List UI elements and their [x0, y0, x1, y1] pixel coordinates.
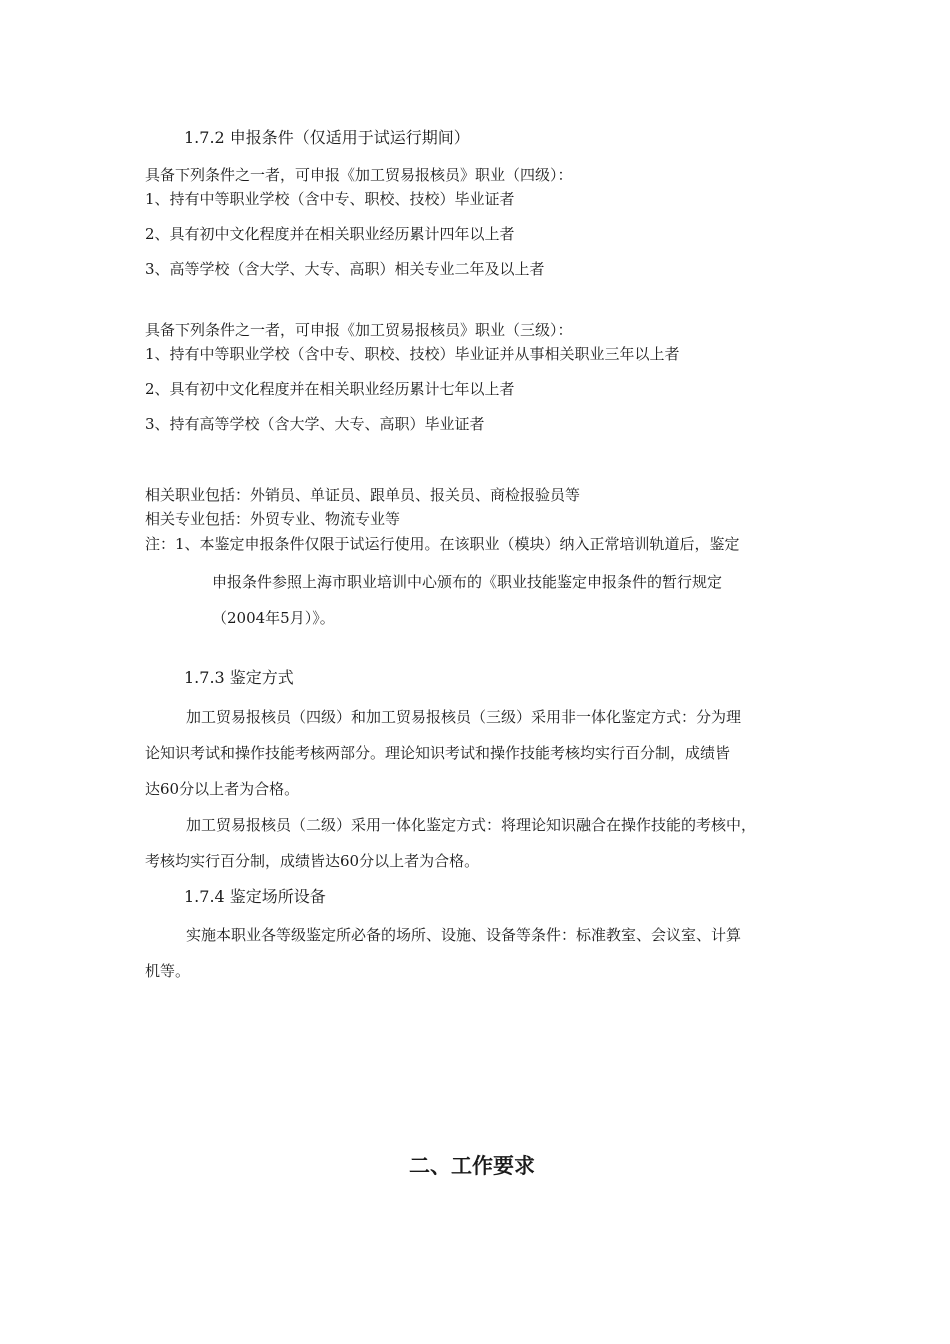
method-para1-line-1: 加工贸易报核员（四级）和加工贸易报核员（三级）采用非一体化鉴定方式：分为理 [186, 708, 742, 726]
level3-intro: 具备下列条件之一者，可申报《加工贸易报核员》职业（三级）： [145, 321, 573, 339]
method-para1-line-2: 论知识考试和操作技能考核两部分。理论知识考试和操作技能考核均实行百分制，成绩皆 [145, 744, 731, 762]
note-line-3: （2004年5月）》。 [212, 609, 335, 627]
section-heading-1-7-2: 1.7.2 申报条件（仅适用于试运行期间） [184, 128, 470, 147]
method-para2-line-1: 加工贸易报核员（二级）采用一体化鉴定方式：将理论知识融合在操作技能的考核中， [186, 816, 757, 834]
level4-item-3: 3、高等学校（含大学、大专、高职）相关专业二年及以上者 [145, 260, 545, 278]
level4-intro: 具备下列条件之一者，可申报《加工贸易报核员》职业（四级）： [145, 166, 573, 184]
related-majors: 相关专业包括：外贸专业、物流专业等 [145, 510, 401, 528]
level4-item-2: 2、具有初中文化程度并在相关职业经历累计四年以上者 [145, 225, 515, 243]
section-heading-1-7-3: 1.7.3 鉴定方式 [184, 668, 294, 687]
venue-para-line-1: 实施本职业各等级鉴定所必备的场所、设施、设备等条件：标准教室、会议室、计算 [186, 926, 742, 944]
note-line-1: 注：1、本鉴定申报条件仅限于试运行使用。在该职业（模块）纳入正常培训轨道后，鉴定 [145, 535, 740, 553]
note-line-2: 申报条件参照上海市职业培训中心颁布的《职业技能鉴定申报条件的暂行规定 [212, 573, 723, 591]
chapter-title: 二、工作要求 [409, 1154, 535, 1178]
level3-item-3: 3、持有高等学校（含大学、大专、高职）毕业证者 [145, 415, 485, 433]
method-para2-line-2: 考核均实行百分制，成绩皆达60分以上者为合格。 [145, 852, 480, 870]
level4-item-1: 1、持有中等职业学校（含中专、职校、技校）毕业证者 [145, 190, 515, 208]
related-jobs: 相关职业包括：外销员、单证员、跟单员、报关员、商检报验员等 [145, 486, 581, 504]
venue-para-line-2: 机等。 [145, 962, 191, 980]
level3-item-1: 1、持有中等职业学校（含中专、职校、技校）毕业证并从事相关职业三年以上者 [145, 345, 680, 363]
section-heading-1-7-4: 1.7.4 鉴定场所设备 [184, 887, 326, 906]
method-para1-line-3: 达60分以上者为合格。 [145, 780, 300, 798]
level3-item-2: 2、具有初中文化程度并在相关职业经历累计七年以上者 [145, 380, 515, 398]
